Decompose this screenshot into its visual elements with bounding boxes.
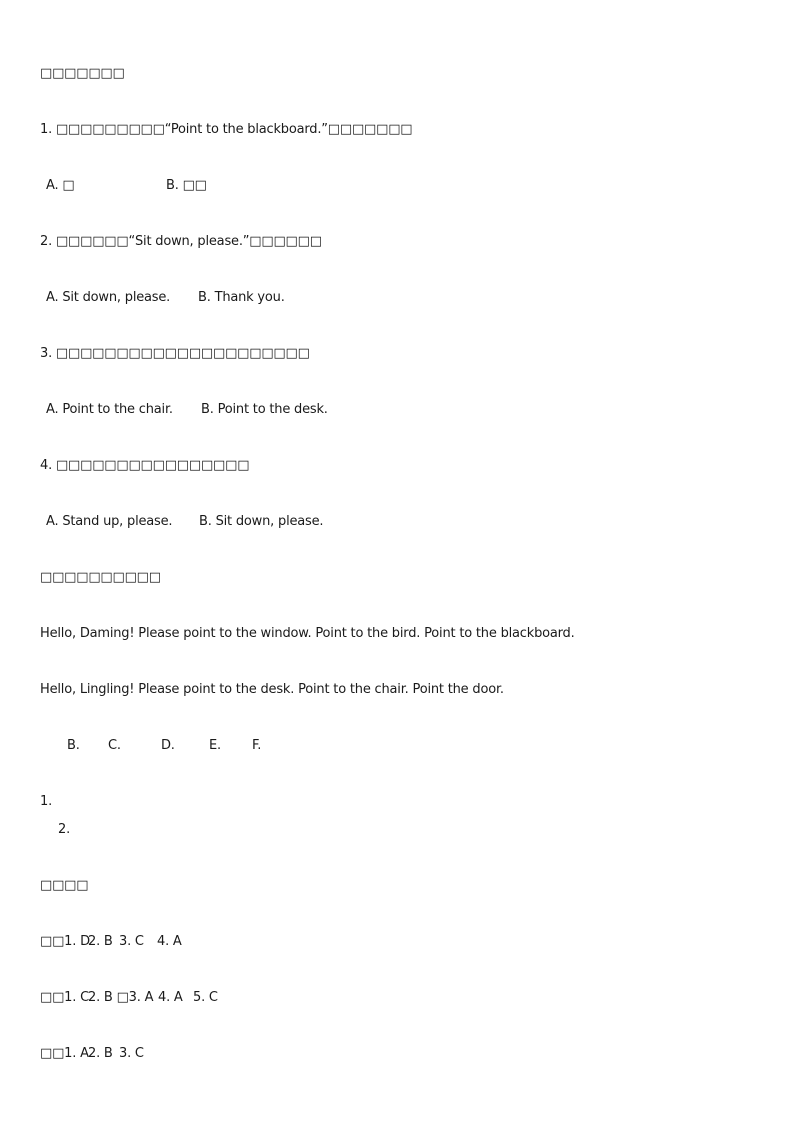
question-4-option-b: B. Sit down, please. <box>199 514 324 529</box>
question-3: 3. □□□□□□□□□□□□□□□□□□□□□ <box>40 346 310 361</box>
answer-row-3 <box>40 1046 89 1062</box>
answer-item: 1. C <box>64 990 89 1005</box>
question-2-option-a: A. Sit down, please. <box>46 290 171 305</box>
answers-heading: □□□□ <box>40 878 89 893</box>
answer-item: 2. B <box>88 934 113 949</box>
section2-heading: □□□□□□□□□□ <box>40 570 161 585</box>
answer-item: 4. A <box>157 934 182 949</box>
answer-item: 2. B □3. A <box>88 990 154 1005</box>
answer-row-1-prefix: □□ <box>40 934 65 949</box>
blank-1: 1. <box>40 794 53 809</box>
choice-f: F. <box>252 738 262 753</box>
question-3-option-b: B. Point to the desk. <box>201 402 328 417</box>
question-4 <box>40 458 249 474</box>
blank-2: 2. <box>58 822 71 837</box>
section1-heading: □□□□□□□ <box>40 66 125 81</box>
question-2-prompt-rest: “Sit down, please.”□□□□□□ <box>128 234 322 249</box>
answer-row-1 <box>40 934 90 950</box>
question-1-option-a: A. □ <box>46 178 75 193</box>
question-2-number: 2. <box>40 234 53 249</box>
answer-item: 3. C <box>119 934 144 949</box>
choice-b: B. <box>67 738 80 753</box>
question-4-option-a: A. Stand up, please. <box>46 514 173 529</box>
answer-row-3-prefix: □□ <box>40 1046 65 1061</box>
question-2 <box>40 234 322 250</box>
question-1-prompt-bold: □□□□□□□□□ <box>55 122 165 137</box>
answer-item: 1. A <box>64 1046 89 1061</box>
answer-row-2 <box>40 990 89 1006</box>
question-2-prompt-bold: □□□□□□ <box>55 234 129 249</box>
choice-d: D. <box>161 738 175 753</box>
answer-row-2-prefix: □□ <box>40 990 65 1005</box>
choice-c: C. <box>108 738 121 753</box>
answer-item: 1. D <box>64 934 90 949</box>
question-1 <box>40 122 412 138</box>
question-1-option-b: B. □□ <box>166 178 207 193</box>
question-1-number: 1. <box>40 122 53 137</box>
question-4-prompt-bold: □□□□□□□□□□□□□□□□ <box>55 458 250 473</box>
answer-item: 2. B <box>88 1046 113 1061</box>
question-1-prompt-rest: “Point to the blackboard.”□□□□□□□ <box>164 122 413 137</box>
answer-item: 5. C <box>193 990 218 1005</box>
passage-line-1: Hello, Daming! Please point to the window. Point to the bird. Point to the blackboard. <box>40 626 575 641</box>
choice-e: E. <box>209 738 221 753</box>
question-3-option-a: A. Point to the chair. <box>46 402 173 417</box>
question-2-option-b: B. Thank you. <box>198 290 285 305</box>
answer-item: 3. C <box>119 1046 144 1061</box>
answer-item: 4. A <box>158 990 183 1005</box>
passage-line-2: Hello, Lingling! Please point to the desk. Point to the chair. Point the door. <box>40 682 504 697</box>
question-4-number: 4. <box>40 458 53 473</box>
